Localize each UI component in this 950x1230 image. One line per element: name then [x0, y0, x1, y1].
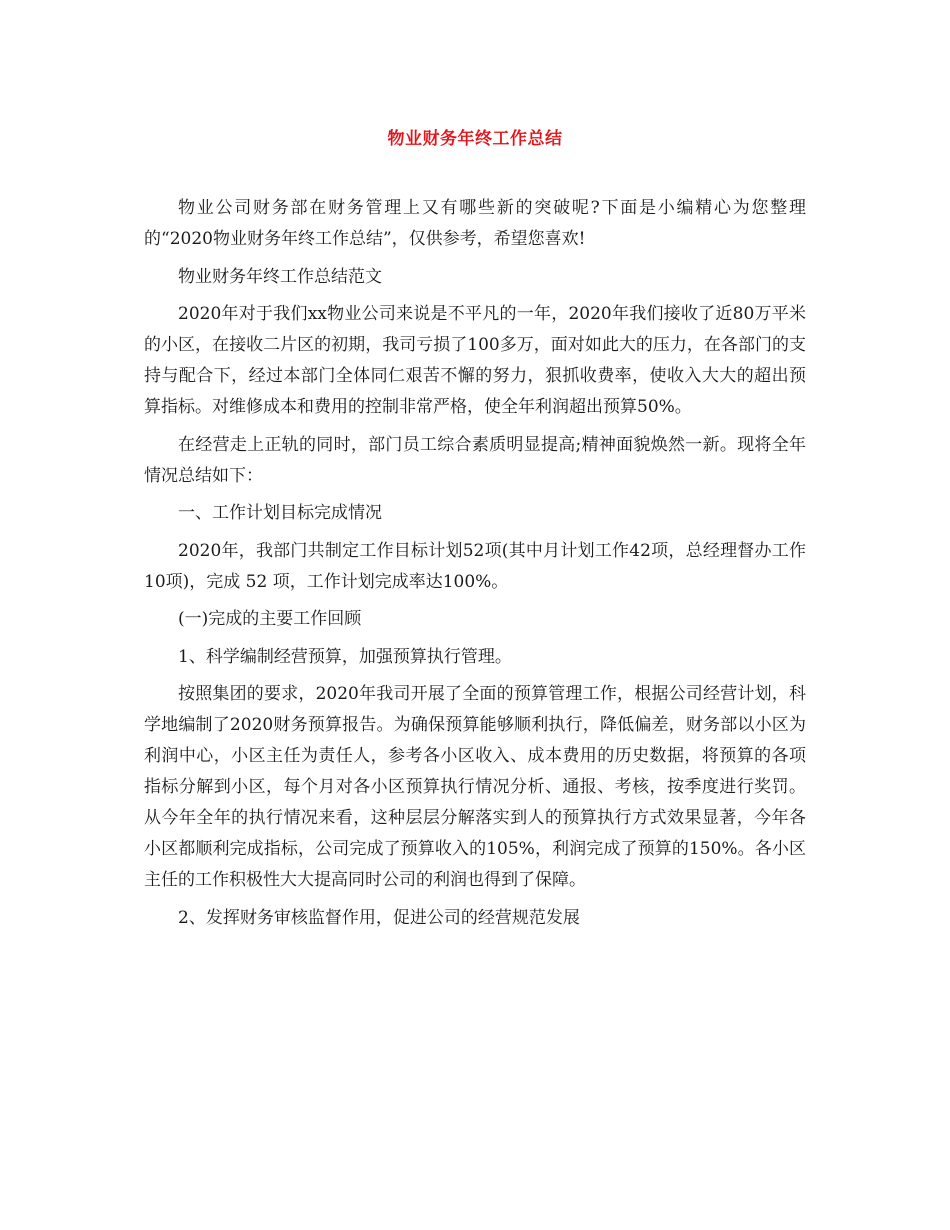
paragraph-overview: 2020年对于我们xx物业公司来说是不平凡的一年，2020年我们接收了近80万平米的小区，在接收二片区的初期，我司亏损了100多万，面对如此大的压力，在各部门的支持与配合下，经过本部门全体同仁艰苦不懈的努力，狠抓收费率，使收入大大的超出预算指标。对维修成本和费用的控制非常严格，使全年利润超出预算50%。 — [144, 304, 806, 417]
section-heading-1: 一、工作计划目标完成情况 — [178, 503, 382, 523]
item-heading-1: 1、科学编制经营预算，加强预算执行管理。 — [178, 646, 512, 667]
paragraph-subtitle: 物业财务年终工作总结范文 — [178, 266, 382, 287]
subsection-heading-1: (一)完成的主要工作回顾 — [178, 609, 362, 629]
item-heading-2: 2、发挥财务审核监督作用，促进公司的经营规范发展 — [178, 907, 580, 928]
document-body — [144, 193, 806, 940]
paragraph-intro: 物业公司财务部在财务管理上又有哪些新的突破呢?下面是小编精心为您整理的“2020物业财务年终工作总结”，仅供参考，希望您喜欢! — [144, 198, 806, 249]
paragraph-budget-management: 按照集团的要求，2020年我司开展了全面的预算管理工作，根据公司经营计划，科学地编制了2020财务预算报告。为确保预算能够顺利执行，降低偏差，财务部以小区为利润中心，小区主任为责任人，参考各小区收入、成本费用的历史数据，将预算的各项指标分解到小区，每个月对各小区预算执行情况分析、通报、考核，按季度进行奖罚。从今年全年的执行情况来看，这种层层分解落实到人的预算执行方式效果显著，今年各小区都顺利完成指标，公司完成了预算收入的105%，利润完成了预算的150%。各小区主任的工作积极性大大提高同时公司的利润也得到了保障。 — [144, 684, 806, 890]
document-title: 物业财务年终工作总结 — [387, 129, 563, 149]
paragraph-summary-lead: 在经营走上正轨的同时，部门员工综合素质明显提高;精神面貌焕然一新。现将全年情况总结如下： — [144, 434, 806, 486]
paragraph-plan-completion: 2020年，我部门共制定工作目标计划52项(其中月计划工作42项，总经理督办工作10项)，完成 52 项，工作计划完成率达100%。 — [144, 540, 806, 592]
